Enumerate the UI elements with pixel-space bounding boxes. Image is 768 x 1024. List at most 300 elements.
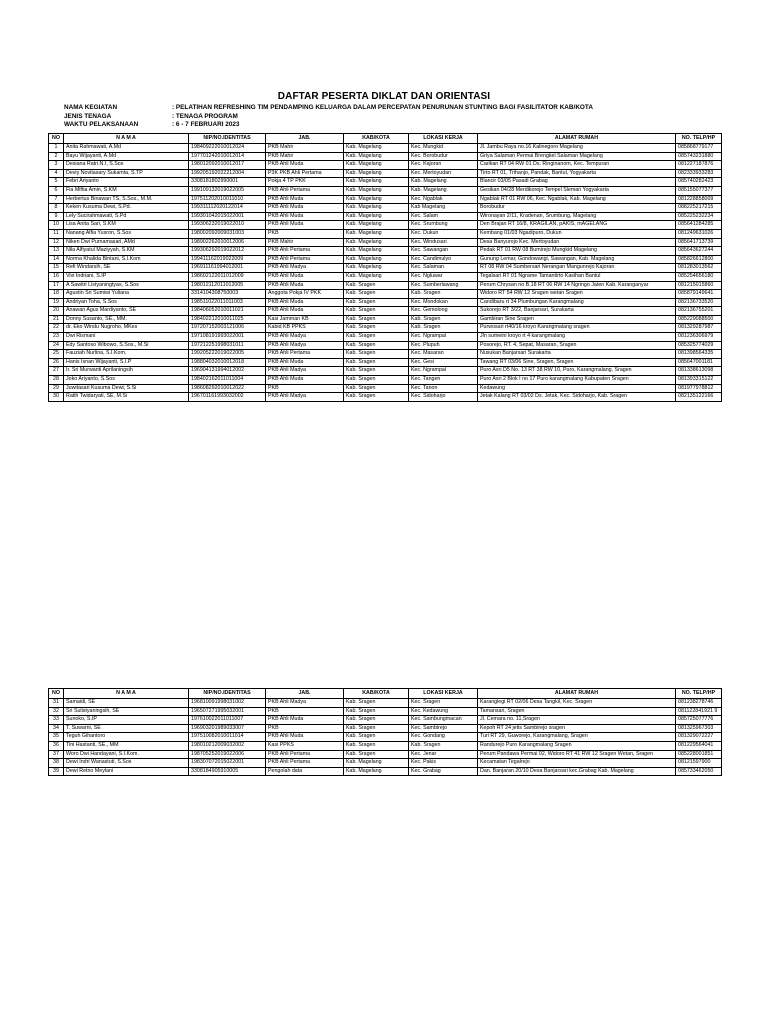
cell-phone: 081249631026 [676, 229, 722, 238]
cell-position: PKB Ahli Muda [266, 195, 344, 204]
cell-regency: Kab. Magelang [344, 759, 409, 768]
cell-work-location: Kec. Kedawung [409, 707, 478, 716]
cell-home-address: Tamansari, Sragen [478, 707, 676, 716]
cell-position: Anggota Pokja IV PKK [266, 290, 344, 299]
cell-name: Andriyan Toha, S.Sos [64, 298, 189, 307]
cell-no: 10 [49, 221, 64, 230]
table-row [49, 393, 722, 402]
cell-work-location: Kec. Windusari [409, 238, 478, 247]
cell-position: Kabid KB PPKS [266, 324, 344, 333]
cell-home-address: Gambiran Sine Sragen [478, 315, 676, 324]
cell-nip: 198010212009032002 [189, 741, 266, 750]
cell-nip: 199306292019022012 [189, 247, 266, 256]
cell-nip: 196810091998031002 [189, 699, 266, 708]
header-phone: NO. TELP/HP [676, 689, 722, 699]
cell-position: PKB Ahli Muda [266, 716, 344, 725]
table-row [49, 750, 722, 759]
cell-regency: Kab. Sragen [344, 384, 409, 393]
cell-work-location: Kec. Ngrampal [409, 367, 478, 376]
cell-position: PKB Ahli Madya [266, 367, 344, 376]
cell-position: PKB [266, 707, 344, 716]
cell-no: 39 [49, 767, 64, 776]
table-row [49, 767, 722, 776]
cell-nip: 198406052010011021 [189, 307, 266, 316]
cell-phone: 08121597900 [676, 759, 722, 768]
cell-no: 6 [49, 186, 64, 195]
table-row [49, 290, 722, 299]
cell-work-location: Kec. Gesi [409, 358, 478, 367]
cell-nip: 199411162019022009 [189, 255, 266, 264]
cell-home-address: Den Brajan RT 16/8, KRAGILAN, pAKIS, mAGELANG [478, 221, 676, 230]
cell-phone: 081122841921 9 [676, 707, 722, 716]
cell-nip: 198002092009031003 [189, 229, 266, 238]
cell-nip: 198402162011011004 [189, 376, 266, 385]
table-row [49, 333, 722, 342]
cell-phone: 081329287987 [676, 324, 722, 333]
table-row [49, 724, 722, 733]
cell-home-address: Tegalsari RT 01 Ngrame Tamantirto Kasihan Bantul [478, 272, 676, 281]
cell-nip: 196903201989033007 [189, 724, 266, 733]
cell-name: Donny Susanto, SE., MM. [64, 315, 189, 324]
cell-name: Dewi Indri Wanastuti, S.Sos [64, 759, 189, 768]
cell-name: Deviy Novitasary Sukamta, S.TP [64, 169, 189, 178]
cell-name: Agustin Sri Sumiwi Yuliana [64, 290, 189, 299]
cell-nip: 196904131994012002 [189, 367, 266, 376]
cell-position: PKB Ahli Pertama [266, 759, 344, 768]
cell-nip: 198511022011011003 [189, 298, 266, 307]
event-meta [64, 104, 593, 130]
table-row [49, 238, 722, 247]
cell-position: PKB Ahli Muda [266, 212, 344, 221]
cell-position: PKB Ahli Muda [266, 204, 344, 213]
cell-regency: Kab. Magelang [344, 767, 409, 776]
cell-home-address: Perum Pandawa Permai 02, Widoro RT 41 RW 12 Sragen Wetan, Sragen [478, 750, 676, 759]
cell-home-address: Puro Asri D5 No. 13 RT 38 RW 10, Puro, Karangmalang, Sragen [478, 367, 676, 376]
cell-name: Ratih Twidaryati, SE, M.Si [64, 393, 189, 402]
cell-home-address: Kedawung [478, 384, 676, 393]
table-header-row [49, 134, 722, 144]
meta-row-activity [64, 104, 593, 113]
cell-no: 3 [49, 161, 64, 170]
cell-phone: 085325774029 [676, 341, 722, 350]
table-row [49, 152, 722, 161]
cell-work-location: Kec. Ngluwar [409, 272, 478, 281]
cell-position: PKB Ahli Pertama [266, 186, 344, 195]
cell-no: 4 [49, 169, 64, 178]
cell-phone: 085647001181 [676, 358, 722, 367]
cell-regency: Kab. Sragen [344, 350, 409, 359]
cell-phone: 082135122166 [676, 393, 722, 402]
cell-work-location: Kec. Ngablak [409, 195, 478, 204]
table-row [49, 264, 722, 273]
table-row [49, 376, 722, 385]
cell-no: 30 [49, 393, 64, 402]
cell-phone: 085641713739 [676, 238, 722, 247]
document-title: DAFTAR PESERTA DIKLAT DAN ORIENTASI [277, 91, 491, 102]
cell-no: 18 [49, 290, 64, 299]
cell-position: PKB Ahli Pertama [266, 255, 344, 264]
cell-regency: Kab. Magelang [344, 169, 409, 178]
cell-position: PKB Ahli Pertama [266, 350, 344, 359]
cell-position: Kasi Jamman KB [266, 315, 344, 324]
table-row [49, 144, 722, 153]
cell-home-address: Jl. Jambu Raya no.16 Kalinegoro Magelang [478, 144, 676, 153]
cell-name: Anita Rahmawati, A.Md [64, 144, 189, 153]
cell-nip: 3314104308750003 [189, 290, 266, 299]
cell-no: 35 [49, 733, 64, 742]
cell-name: Keken Kusuma Dewi, S.Pd. [64, 204, 189, 213]
cell-nip: 3308181802990001 [189, 178, 266, 187]
cell-regency: Kab. Sragen [344, 733, 409, 742]
cell-work-location: Kab. Sragen [409, 290, 478, 299]
cell-position: P3K PKB Ahli Pertama [266, 169, 344, 178]
cell-name: Niken Dwi Purnamasari, AMd [64, 238, 189, 247]
cell-home-address: Tirto RT 01, Trihanjo, Pandak, Bantul, Yogyakarta [478, 169, 676, 178]
cell-regency: Kab. Sragen [344, 741, 409, 750]
cell-regency: Kab. Sragen [344, 315, 409, 324]
table-body [49, 144, 722, 402]
cell-phone: 081283013562 [676, 264, 722, 273]
cell-work-location: Kec. Masaran [409, 350, 478, 359]
cell-phone: 085743231880 [676, 152, 722, 161]
cell-no: 16 [49, 272, 64, 281]
cell-nip: 197511202010011010 [189, 195, 266, 204]
header-work-location: LOKASI KERJA [409, 134, 478, 144]
cell-work-location: Kec. Dukun [409, 229, 478, 238]
cell-name: Herbertus Binawan TS, S.Sos., M.M. [64, 195, 189, 204]
cell-no: 28 [49, 376, 64, 385]
header-no: NO [49, 689, 64, 699]
header-nip: NIP/NO.IDENTITAS [189, 689, 266, 699]
cell-phone: 085740282423 [676, 178, 722, 187]
cell-name: Teguh Gihantoro [64, 733, 189, 742]
cell-name: Lely Sucirahmawati, S.Pd [64, 212, 189, 221]
cell-position: PKB Mahir [266, 152, 344, 161]
cell-name: Sri Sulistyaningsih, SE [64, 707, 189, 716]
table-row [49, 281, 722, 290]
cell-nip: 197510082010011014 [189, 733, 266, 742]
table-row [49, 229, 722, 238]
table-row [49, 341, 722, 350]
cell-phone: 081236306979 [676, 333, 722, 342]
cell-name: Refi Windarsih, SE [64, 264, 189, 273]
cell-home-address: Nusukan Banjarsari Surakarta [478, 350, 676, 359]
cell-regency: Kab. Magelang [344, 272, 409, 281]
header-work-location: LOKASI KERJA [409, 689, 478, 699]
cell-phone: 085228001851 [676, 750, 722, 759]
cell-no: 26 [49, 358, 64, 367]
header-position: JAB. [266, 134, 344, 144]
cell-phone: 081329072227 [676, 733, 722, 742]
cell-no: 29 [49, 384, 64, 393]
cell-nip: 197610022011011007 [189, 716, 266, 725]
cell-phone: 081398564335 [676, 350, 722, 359]
cell-phone: 082136755201 [676, 307, 722, 316]
cell-regency: Kab. Magelang [344, 161, 409, 170]
cell-nip: 198402212010011025 [189, 315, 266, 324]
cell-no: 8 [49, 204, 64, 213]
cell-home-address: Perum Chrysan no B.18 RT 06 RW 14 Ngringo Jaten Kab. Karanganyar [478, 281, 676, 290]
cell-home-address: Kecamatan Tegalrejo [478, 759, 676, 768]
table-row [49, 178, 722, 187]
cell-regency: Kab. Sragen [344, 707, 409, 716]
cell-regency: Kab. Sragen [344, 298, 409, 307]
cell-regency: Kab. Sragen [344, 699, 409, 708]
cell-position: PKB [266, 229, 344, 238]
cell-regency: Kab. Sragen [344, 341, 409, 350]
cell-phone: 085643627244 [676, 247, 722, 256]
cell-name: Hanis Isnan Wijayanti, S.I.P [64, 358, 189, 367]
cell-no: 31 [49, 699, 64, 708]
cell-no: 15 [49, 264, 64, 273]
header-no: NO [49, 134, 64, 144]
meta-label: JENIS TENAGA [64, 112, 112, 120]
cell-phone: 081228858009 [676, 195, 722, 204]
cell-work-location: Kab. Magelang [409, 186, 478, 195]
participant-table-page-2 [48, 688, 722, 776]
cell-name: Woro Dwi Handayani, S.I.Kom. [64, 750, 189, 759]
cell-position: PKB Ahli Madya [266, 699, 344, 708]
header-position: JAB. [266, 689, 344, 699]
cell-no: 2 [49, 152, 64, 161]
cell-position: PKB Mahir [266, 238, 344, 247]
table-row [49, 733, 722, 742]
cell-nip: 196701161993032002 [189, 393, 266, 402]
meta-value: : TENAGA PROGRAM [172, 112, 238, 120]
cell-name: Vivi Indriani, S.IP [64, 272, 189, 281]
cell-no: 9 [49, 212, 64, 221]
cell-phone: 081227187876 [676, 161, 722, 170]
cell-home-address: Kepoh RT 24 jetis Sambirejo sragen [478, 724, 676, 733]
cell-no: 36 [49, 741, 64, 750]
cell-regency: Kab. Sragen [344, 281, 409, 290]
cell-home-address: Borobudur [478, 204, 676, 213]
cell-name: dr. Eko Windu Nugroho, MKes [64, 324, 189, 333]
cell-nip: 198602122011012009 [189, 272, 266, 281]
cell-home-address: Jetak Kalang RT 03/02 Ds. Jetak, Kec. Sidoharjo, Kab. Sragen [478, 393, 676, 402]
cell-regency: Kab. Sragen [344, 333, 409, 342]
cell-regency: Kab. Magelang [344, 264, 409, 273]
meta-label: WAKTU PELAKSANAAN [64, 121, 139, 128]
header-home-address: ALAMAT RUMAH [478, 134, 676, 144]
cell-nip: 199205192022212004 [189, 169, 266, 178]
cell-home-address: Turi RT 29, Guworejo, Karangmalang, Sragen [478, 733, 676, 742]
cell-no: 21 [49, 315, 64, 324]
cell-regency: Kab. Sragen [344, 750, 409, 759]
cell-no: 38 [49, 759, 64, 768]
cell-home-address: Griya Salaman Permai Brengkel Salaman Magelang [478, 152, 676, 161]
cell-regency: Kab. Magelang [344, 221, 409, 230]
cell-home-address: Widoro RT 54 RW 12 Sragen wetan Sragen [478, 290, 676, 299]
cell-regency: Kab. Magelang [344, 186, 409, 195]
cell-nip: 197701242010012014 [189, 152, 266, 161]
cell-work-location: Kab. Sragen [409, 315, 478, 324]
table-row [49, 212, 722, 221]
cell-position: PKB Ahli Pertama [266, 247, 344, 256]
meta-label: NAMA KEGIATAN [64, 104, 118, 111]
cell-position: PKB Ahli Muda [266, 272, 344, 281]
cell-work-location: Kec. Tangen [409, 376, 478, 385]
cell-name: Dewi Retno Meylani [64, 767, 189, 776]
cell-regency: Kab. Sragen [344, 716, 409, 725]
cell-nip: 198012092010012017 [189, 161, 266, 170]
table-row [49, 759, 722, 768]
cell-home-address: Gesikan 04/28 Merdikorejo Tempel Sleman Yogyakarta [478, 186, 676, 195]
cell-phone: 085826612800 [676, 255, 722, 264]
cell-no: 32 [49, 707, 64, 716]
cell-position: PKB Ahli Muda [266, 376, 344, 385]
cell-work-location: Kec. Mungkid [409, 144, 478, 153]
cell-name: A Sawitri Listyaningtyas, S.Sos [64, 281, 189, 290]
cell-name: Tini Hastanti, SE., MM [64, 741, 189, 750]
cell-phone: 085868779177 [676, 144, 722, 153]
cell-no: 25 [49, 350, 64, 359]
cell-work-location: Kab. Sragen [409, 741, 478, 750]
cell-regency: Kab. Magelang [344, 204, 409, 213]
cell-name: Juwitasari Kusuma Dewi, S.Si [64, 384, 189, 393]
cell-no: 13 [49, 247, 64, 256]
table-row [49, 161, 722, 170]
cell-home-address: Randurejo Puro Karangmalang Sragen [478, 741, 676, 750]
header-regency: KAB/KOTA [344, 134, 409, 144]
cell-no: 33 [49, 716, 64, 725]
cell-no: 24 [49, 341, 64, 350]
cell-home-address: Tawang RT 03/06 Sine, Sragen, Sragen [478, 358, 676, 367]
cell-name: Norma Khalida Bintani, S.I.Kom [64, 255, 189, 264]
cell-regency: Kab. Sragen [344, 376, 409, 385]
cell-phone: 081215015860 [676, 281, 722, 290]
cell-work-location: Kec. Candimulyo [409, 255, 478, 264]
cell-name: Desiana Ratri.N.I, S.Sos [64, 161, 189, 170]
cell-regency: Kab. Magelang [344, 178, 409, 187]
cell-name: T. Suwarni, SE [64, 724, 189, 733]
cell-regency: Kab. Magelang [344, 152, 409, 161]
cell-nip: 199306232019022010 [189, 221, 266, 230]
cell-position: Pokja 4 TP PKK [266, 178, 344, 187]
cell-phone: 085254656180 [676, 272, 722, 281]
cell-no: 23 [49, 333, 64, 342]
header-home-address: ALAMAT RUMAH [478, 689, 676, 699]
cell-work-location: Kab. Magelang [409, 178, 478, 187]
cell-nip: 198012112011012005 [189, 281, 266, 290]
table-row [49, 367, 722, 376]
cell-no: 22 [49, 324, 64, 333]
cell-work-location: Kec. Pakis [409, 759, 478, 768]
cell-home-address: Puro Asri 2 Blok I no 17 Puro karangmalang Kabupaten Sragen [478, 376, 676, 385]
cell-home-address: RT 08 RW 04 Sumbersari Nerangan Mangunrejo Kajoran [478, 264, 676, 273]
cell-nip: 3308184905910005 [189, 767, 266, 776]
cell-position: PKB Mahir [266, 144, 344, 153]
cell-work-location: Kec. Sambirejo [409, 724, 478, 733]
cell-work-location: Kec. Sambungmacan [409, 716, 478, 725]
cell-position: PKB Ahli Madya [266, 393, 344, 402]
cell-home-address: Sukorejo RT 3/22, Banjarsari, Surakarta [478, 307, 676, 316]
cell-no: 7 [49, 195, 64, 204]
cell-work-location: Kec. Gondang [409, 733, 478, 742]
cell-phone: 085725077776 [676, 716, 722, 725]
cell-no: 11 [49, 229, 64, 238]
cell-work-location: Kec. Mondokan [409, 298, 478, 307]
cell-work-location: Kec. Mertoyudan [409, 169, 478, 178]
cell-no: 19 [49, 298, 64, 307]
cell-home-address: Gunung Lemar, Gondowangi, Sawangan, Kab. Magelang [478, 255, 676, 264]
cell-nip: 198608292010012022 [189, 384, 266, 393]
cell-phone: 081325967303 [676, 724, 722, 733]
cell-work-location: Kec. Gemolong [409, 307, 478, 316]
cell-name: Nanang Alfia Yusron, S.Sos [64, 229, 189, 238]
cell-name: Joko Ariyanto, S.Sos [64, 376, 189, 385]
cell-nip: 199301042015022001 [189, 212, 266, 221]
cell-regency: Kab. Magelang [344, 229, 409, 238]
cell-no: 27 [49, 367, 64, 376]
table-row [49, 384, 722, 393]
cell-phone: 085225232234 [676, 212, 722, 221]
cell-home-address: Jln sumeini kroyo rt 4 karangmalang [478, 333, 676, 342]
cell-position: PKB Ahli Pertama [266, 750, 344, 759]
cell-nip: 197207152003121006 [189, 324, 266, 333]
cell-name: Fauziah Nurlina, S.I.Kom. [64, 350, 189, 359]
cell-regency: Kab. Sragen [344, 307, 409, 316]
cell-home-address: Candibaru rt 34 Plumbungan Karangmalang [478, 298, 676, 307]
table-row [49, 315, 722, 324]
table-row [49, 195, 722, 204]
table-row [49, 707, 722, 716]
cell-phone: 081338613098 [676, 367, 722, 376]
cell-regency: Kab. Sragen [344, 290, 409, 299]
cell-regency: Kab. Magelang [344, 195, 409, 204]
cell-no: 12 [49, 238, 64, 247]
cell-position: PKB Ahli Muda [266, 161, 344, 170]
cell-regency: Kab. Magelang [344, 247, 409, 256]
cell-work-location: Kec. Salaman [409, 264, 478, 273]
cell-regency: Kab. Sragen [344, 724, 409, 733]
table-header-row [49, 689, 722, 699]
cell-name: Dwi Rismani [64, 333, 189, 342]
cell-phone: 085229088500 [676, 315, 722, 324]
meta-row-schedule [64, 121, 593, 130]
cell-position: PKB Ahli Muda [266, 307, 344, 316]
cell-home-address: Blancir 03/05 Pasadi Grabag [478, 178, 676, 187]
cell-position: PKB Ahli Madya [266, 341, 344, 350]
cell-home-address: Purwosari rt40/16 kroyo Karangmalang sragen [478, 324, 676, 333]
cell-regency: Kab. Magelang [344, 238, 409, 247]
cell-work-location: Kec. Sumberlawang [409, 281, 478, 290]
cell-phone: 085733462050 [676, 767, 722, 776]
cell-position: PKB Ahli Muda [266, 358, 344, 367]
table-row [49, 350, 722, 359]
cell-position: PKB Ahli Madya [266, 333, 344, 342]
table-row [49, 741, 722, 750]
cell-no: 1 [49, 144, 64, 153]
cell-nip: 198705252019022006 [189, 750, 266, 759]
cell-no: 5 [49, 178, 64, 187]
cell-work-location: Kec. Jenar [409, 750, 478, 759]
cell-nip: 199205222019022005 [189, 350, 266, 359]
cell-regency: Kab. Sragen [344, 367, 409, 376]
cell-position: Pengolah data [266, 767, 344, 776]
cell-regency: Kab. Magelang [344, 144, 409, 153]
cell-home-address: Posorejo, RT. 4, Sepat, Masaran, Sragen [478, 341, 676, 350]
cell-home-address: Karanglegi RT 02/06 Desa Tangkil, Kec. Sragen [478, 699, 676, 708]
meta-value: : 6 - 7 FEBRUARI 2023 [172, 121, 240, 128]
cell-phone: 088225217215 [676, 204, 722, 213]
cell-name: Lisa Anita Sari, S.KM [64, 221, 189, 230]
header-name: N A M A [64, 689, 189, 699]
cell-nip: 199109132019022005 [189, 186, 266, 195]
cell-phone: 082136733520 [676, 298, 722, 307]
cell-position: PKB Ahli Muda [266, 298, 344, 307]
cell-phone: 082333933283 [676, 169, 722, 178]
